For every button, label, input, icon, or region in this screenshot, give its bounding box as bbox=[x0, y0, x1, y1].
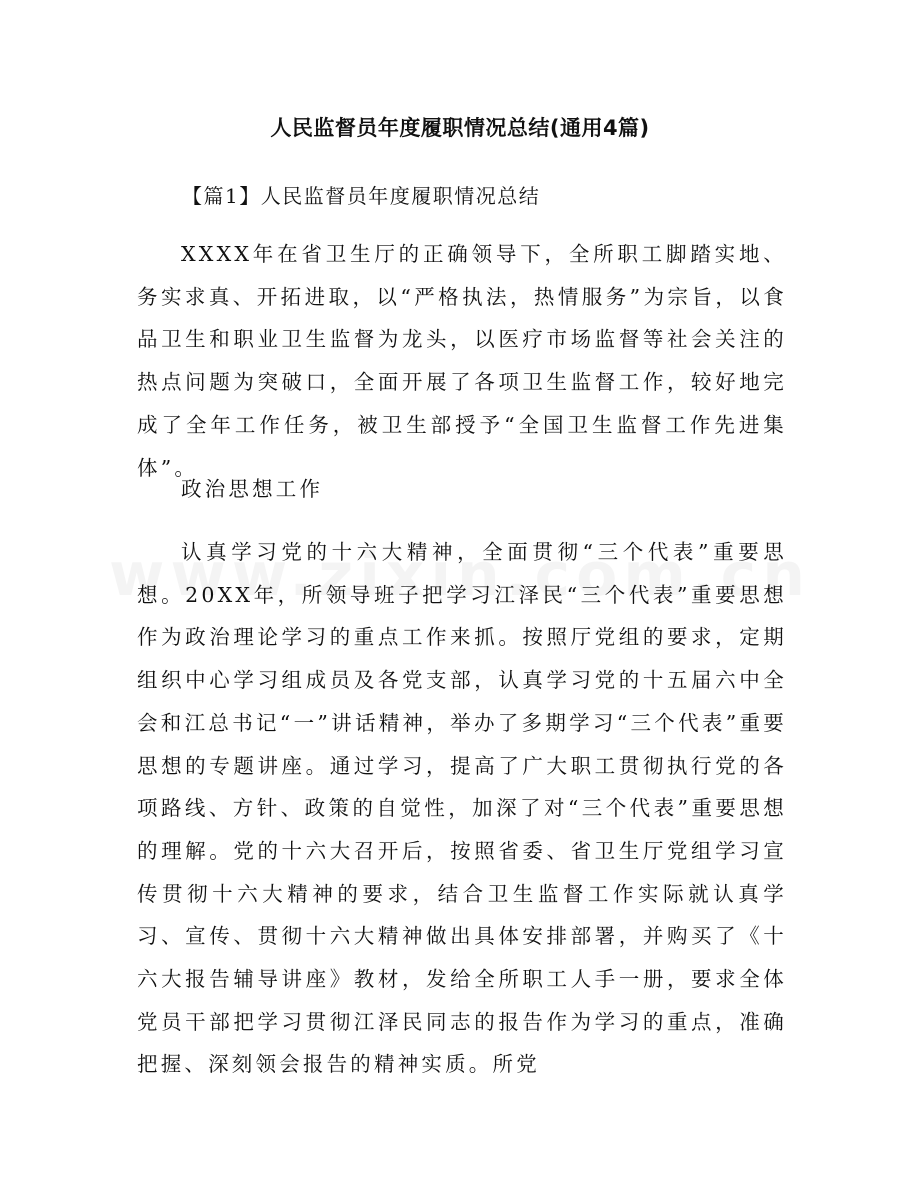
section-heading: 【篇1】人民监督员年度履职情况总结 bbox=[182, 184, 541, 208]
paragraph-intro: XXXX年在省卫生厅的正确领导下，全所职工脚踏实地、务实求真、开拓进取，以“严格执法，热情服务”为宗旨，以食品卫生和职业卫生监督为龙头，以医疗市场监督等社会关注的热点问题为突破口，全面开展了各项卫生监督工作，较好地完成了全年工作任务，被卫生部授予“全国卫生监督工作先进集体”。 bbox=[137, 242, 787, 480]
paragraph-political-study: 认真学习党的十六大精神，全面贯彻“三个代表”重要思想。20XX年，所领导班子把学习江泽民“三个代表”重要思想作为政治理论学习的重点工作来抓。按照厅党组的要求，定期组织中心学习组成员及各党支部，认真学习党的十五届六中全会和江总书记“一”讲话精神，举办了多期学习“三个代表”重要思想的专题讲座。通过学习，提高了广大职工贯彻执行党的各项路线、方针、政策的自觉性，加深了对“三个代表”重要思想的理解。党的十六大召开后，按照省委、省卫生厅党组学习宣传贯彻十六大精神的要求，结合卫生监督工作实际就认真学习、宣传、贯彻十六大精神做出具体安排部署，并购买了《十六大报告辅导讲座》教材，发给全所职工人手一册，要求全体党员干部把学习贯彻江泽民同志的报告作为学习的重点，准确把握、深刻领会报告的精神实质。所党 bbox=[137, 540, 787, 1077]
subheading-political-work: 政治思想工作 bbox=[181, 477, 324, 501]
document-title: 人民监督员年度履职情况总结(通用4篇) bbox=[270, 116, 650, 140]
